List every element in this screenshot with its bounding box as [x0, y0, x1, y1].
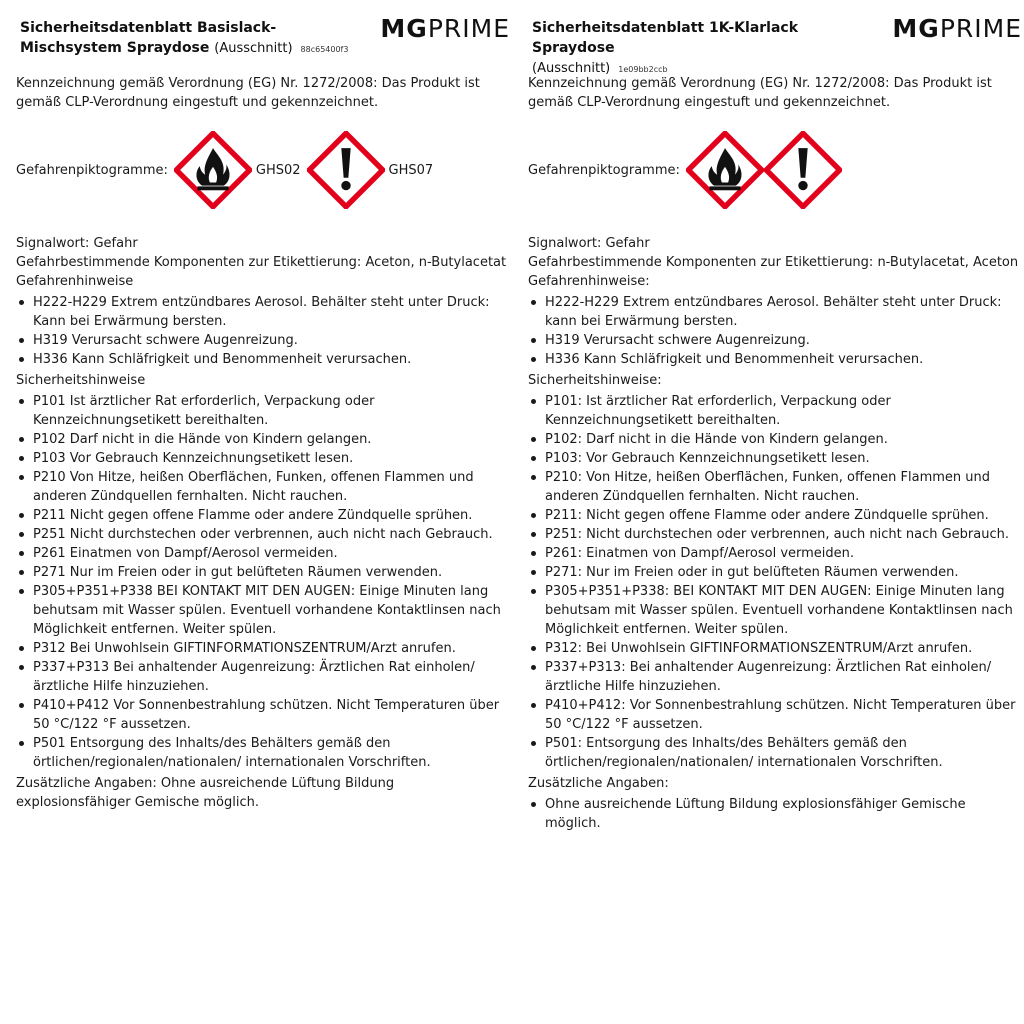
list-item: P261: Einatmen von Dampf/Aerosol vermeiden.	[528, 544, 1022, 563]
logo-prime: PRIME	[427, 14, 510, 43]
list-item: H336 Kann Schläfrigkeit und Benommenheit verursachen.	[16, 350, 510, 369]
logo-prime: PRIME	[939, 14, 1022, 43]
exclamation-icon	[764, 131, 842, 209]
sheet-header	[528, 0, 1022, 76]
hazard-section	[528, 234, 1022, 833]
list-item: P211 Nicht gegen offene Flamme oder andere Zündquelle sprühen.	[16, 506, 510, 525]
sheet-body	[528, 74, 1022, 833]
additional-info: Zusätzliche Angaben: Ohne ausreichende Lüftung Bildung explosionsfähiger Gemische möglich.	[16, 776, 395, 810]
classification-text: Kennzeichnung gemäß Verordnung (EG) Nr. 1272/2008: Das Produkt ist gemäß CLP-Verordnung eingestuft und gekennzeichnet.	[528, 76, 992, 110]
hazard-list	[528, 293, 1022, 369]
list-item: P337+P313 Bei anhaltender Augenreizung: Ärztlichen Rat einholen/ärztliche Hilfe hinzuziehen.	[16, 658, 510, 696]
list-item: H222-H229 Extrem entzündbares Aerosol. Behälter steht unter Druck: kann bei Erwärmung bersten.	[528, 293, 1022, 331]
additional-list	[528, 795, 1022, 833]
list-item: Ohne ausreichende Lüftung Bildung explosionsfähiger Gemische möglich.	[528, 795, 1022, 833]
precaution-list	[528, 392, 1022, 772]
list-item: H319 Verursacht schwere Augenreizung.	[528, 331, 1022, 350]
list-item: P305+P351+P338 BEI KONTAKT MIT DEN AUGEN: Einige Minuten lang behutsam mit Wasser spülen. Eventuell vorhandene Kontaktlinsen nach Möglichkeit entfernen. Weiter spülen.	[16, 582, 510, 639]
title-main: Sicherheitsdatenblatt 1K-Klarlack Spraydose	[532, 20, 799, 56]
list-item: P101: Ist ärztlicher Rat erforderlich, Verpackung oder Kennzeichnungsetikett bereithalten.	[528, 392, 1022, 430]
logo-mg: MG	[892, 14, 940, 43]
pictogram-row	[16, 131, 510, 209]
list-item: P501: Entsorgung des Inhalts/des Behälters gemäß den örtlichen/regionalen/nationalen/ internationalen Vorschriften.	[528, 734, 1022, 772]
list-item: P102: Darf nicht in die Hände von Kindern gelangen.	[528, 430, 1022, 449]
hazard-list	[16, 293, 510, 369]
precaution-heading: Sicherheitshinweise	[16, 373, 146, 388]
list-item: P271 Nur im Freien oder in gut belüfteten Räumen verwenden.	[16, 563, 510, 582]
hazard-heading: Gefahrenhinweise:	[528, 274, 650, 289]
signal-word: Signalwort: Gefahr	[528, 236, 650, 251]
list-item: P271: Nur im Freien oder in gut belüfteten Räumen verwenden.	[528, 563, 1022, 582]
signal-word: Signalwort: Gefahr	[16, 236, 138, 251]
flame-icon	[174, 131, 252, 209]
exclamation-icon	[307, 131, 385, 209]
list-item: P210: Von Hitze, heißen Oberflächen, Funken, offenen Flammen und anderen Zündquellen fernhalten. Nicht rauchen.	[528, 468, 1022, 506]
flame-icon	[686, 131, 764, 209]
pictogram-row	[528, 131, 1022, 209]
list-item: H319 Verursacht schwere Augenreizung.	[16, 331, 510, 350]
doc-code: 1e09bb2ccb	[618, 65, 668, 74]
precaution-list	[16, 392, 510, 772]
sheet-left	[16, 0, 510, 812]
precaution-heading: Sicherheitshinweise:	[528, 373, 662, 388]
mgprime-logo	[892, 14, 1022, 44]
list-item: H336 Kann Schläfrigkeit und Benommenheit verursachen.	[528, 350, 1022, 369]
sheet-title	[532, 18, 884, 80]
ghs-code: GHS02	[255, 162, 301, 178]
sheet-right	[528, 0, 1022, 835]
list-item: P103 Vor Gebrauch Kennzeichnungsetikett lesen.	[16, 449, 510, 468]
list-item: P261 Einatmen von Dampf/Aerosol vermeiden.	[16, 544, 510, 563]
pictograms-label: Gefahrenpiktogramme:	[16, 162, 168, 178]
ghs-code: GHS07	[388, 162, 434, 178]
pictograms-label: Gefahrenpiktogramme:	[528, 162, 680, 178]
list-item: P251: Nicht durchstechen oder verbrennen, auch nicht nach Gebrauch.	[528, 525, 1022, 544]
list-item: H222-H229 Extrem entzündbares Aerosol. Behälter steht unter Druck: Kann bei Erwärmung bersten.	[16, 293, 510, 331]
list-item: P101 Ist ärztlicher Rat erforderlich, Verpackung oder Kennzeichnungsetikett bereithalten.	[16, 392, 510, 430]
hazard-components: Gefahrbestimmende Komponenten zur Etikettierung: Aceton, n-Butylacetat	[16, 255, 507, 270]
hazard-heading: Gefahrenhinweise	[16, 274, 134, 289]
sheet-header	[16, 0, 510, 64]
list-item: P305+P351+P338: BEI KONTAKT MIT DEN AUGEN: Einige Minuten lang behutsam mit Wasser spülen. Eventuell vorhandene Kontaktlinsen nach Möglichkeit entfernen. Weiter spülen.	[528, 582, 1022, 639]
list-item: P251 Nicht durchstechen oder verbrennen, auch nicht nach Gebrauch.	[16, 525, 510, 544]
hazard-components: Gefahrbestimmende Komponenten zur Etikettierung: n-Butylacetat, Aceton	[528, 255, 1019, 270]
mgprime-logo	[380, 14, 510, 44]
list-item: P410+P412: Vor Sonnenbestrahlung schützen. Nicht Temperaturen über 50 °C/122 °F aussetzen.	[528, 696, 1022, 734]
title-sub: (Ausschnitt)	[214, 41, 293, 56]
list-item: P210 Von Hitze, heißen Oberflächen, Funken, offenen Flammen und anderen Zündquellen fernhalten. Nicht rauchen.	[16, 468, 510, 506]
list-item: P337+P313: Bei anhaltender Augenreizung: Ärztlichen Rat einholen/ärztliche Hilfe hinzuziehen.	[528, 658, 1022, 696]
hazard-section	[16, 234, 510, 812]
list-item: P102 Darf nicht in die Hände von Kindern gelangen.	[16, 430, 510, 449]
title-sub: (Ausschnitt)	[532, 61, 611, 76]
additional-heading: Zusätzliche Angaben:	[528, 776, 669, 791]
classification-text: Kennzeichnung gemäß Verordnung (EG) Nr. 1272/2008: Das Produkt ist gemäß CLP-Verordnung eingestuft und gekennzeichnet.	[16, 76, 480, 110]
doc-code: 88c65400f3	[300, 45, 349, 54]
logo-mg: MG	[380, 14, 428, 43]
list-item: P312: Bei Unwohlsein GIFTINFORMATIONSZENTRUM/Arzt anrufen.	[528, 639, 1022, 658]
list-item: P501 Entsorgung des Inhalts/des Behälters gemäß den örtlichen/regionalen/nationalen/ internationalen Vorschriften.	[16, 734, 510, 772]
list-item: P211: Nicht gegen offene Flamme oder andere Zündquelle sprühen.	[528, 506, 1022, 525]
title-main: Sicherheitsdatenblatt Basislack-Mischsystem Spraydose	[20, 20, 277, 56]
list-item: P103: Vor Gebrauch Kennzeichnungsetikett lesen.	[528, 449, 1022, 468]
list-item: P312 Bei Unwohlsein GIFTINFORMATIONSZENTRUM/Arzt anrufen.	[16, 639, 510, 658]
sheet-body	[16, 74, 510, 812]
list-item: P410+P412 Vor Sonnenbestrahlung schützen. Nicht Temperaturen über 50 °C/122 °F aussetzen.	[16, 696, 510, 734]
sheet-title	[20, 18, 372, 60]
